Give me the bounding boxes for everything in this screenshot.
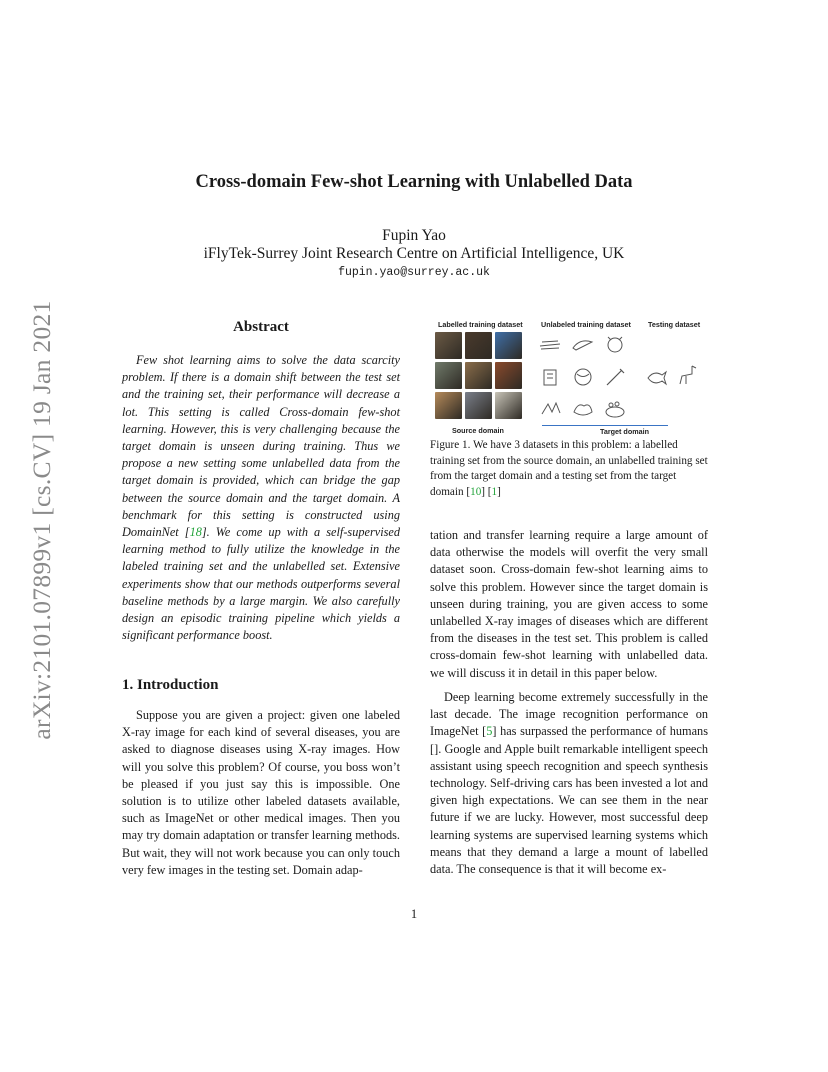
sketch-icon: [602, 333, 628, 355]
figure-1: [430, 316, 708, 436]
source-photo: [465, 392, 492, 419]
source-photo: [435, 332, 462, 359]
figure-label-target: Target domain: [600, 427, 649, 436]
sketch-icon: [602, 398, 628, 420]
figure-label-testing: Testing dataset: [648, 320, 701, 329]
body-text-part: Deep learning become extremely successfully in the last decade. The image recognition performance on ImageNet [: [430, 690, 708, 739]
sketch-icon: [602, 366, 628, 388]
source-photo: [465, 332, 492, 359]
sketch-icon: [538, 398, 564, 420]
author-affiliation: iFlyTek-Surrey Joint Research Centre on Artificial Intelligence, UK: [203, 245, 625, 262]
source-photo: [435, 362, 462, 389]
sketch-icon: [644, 366, 670, 388]
paper-title: Cross-domain Few-shot Learning with Unlabelled Data: [195, 172, 633, 192]
sketch-icon: [570, 398, 596, 420]
citation-link[interactable]: 10: [470, 485, 482, 498]
author-name: Fupin Yao: [382, 227, 446, 244]
body-text-part: ] has surpassed the performance of humans []. Google and Apple built remarkable intelligent speech assistant using speech recognition and speech synthesis technology. Self-driving cars has been invested a lot and given high expectations. We can see them in the near future if we are lucky. However, most successful deep learning systems are supervised learning systems which means that they demand a large a mount of labelled data. The consequence is that it will become ex-: [430, 724, 708, 877]
abstract-text: [122, 352, 400, 644]
citation-link[interactable]: 18: [189, 525, 202, 540]
figure-label-source: Source domain: [452, 426, 504, 435]
sketch-icon: [674, 364, 700, 386]
intro-paragraph: Suppose you are given a project: given one labeled X-ray image for each kind of several diseases, you are asked to diagnose diseases using X-ray images. How will you solve this problem? Of course, you boss won’t be pleased if you just say this is impossible. One solution is to utilize other labeled datasets available, such as ImageNet or other medical images. Then you may try domain adaptation or transfer learning methods. But wait, they will not work because you can only touch very few images in the testing set. Domain adap-: [122, 708, 400, 877]
section-heading: 1. Introduction: [122, 677, 219, 693]
figure-label-labelled: Labelled training dataset: [438, 320, 523, 329]
figure-caption: [430, 438, 708, 500]
source-photo-grid: [435, 332, 522, 419]
abstract-text-part: Few shot learning aims to solve the data scarcity problem. If there is a domain shift between the test set and the training set, their performance will decrease a lot. This setting is called Cross-domain few-shot learning. However, this is very challenging because the target domain is unseen during training. Thus we propose a new setting some unlabelled data from the target domain is provided, which can bridge the gap between the source domain and the target domain. A benchmark for this setting is constructed using DomainNet [: [122, 353, 400, 540]
citation-link[interactable]: 1: [491, 485, 498, 498]
arxiv-identifier: arXiv:2101.07899v1 [cs.CV] 19 Jan 2021: [27, 300, 56, 740]
abstract-heading: Abstract: [233, 319, 289, 335]
caption-text: ]: [497, 485, 501, 498]
target-domain-bracket: [542, 425, 668, 426]
page-number: 1: [410, 907, 418, 921]
source-photo: [465, 362, 492, 389]
source-photo: [495, 392, 522, 419]
abstract-text-part: ]. We come up with a self-supervised learning method to fully utilize the knowledge in the labeled training set and the unlabelled set. Extensive experiments show that our methods outperforms several baseline methods by a large margin. We also carefully design an episodic training pipeline which yields a significant performance boost.: [122, 525, 401, 643]
source-photo: [435, 392, 462, 419]
sketch-icon: [538, 366, 564, 388]
caption-text: Figure 1. We have 3 datasets in this problem: a labelled training set from the source domain, an unlabelled training set from the target domain and a testing set from the target domain [: [430, 439, 708, 498]
sketch-icon: [570, 366, 596, 388]
body-paragraph: [430, 689, 708, 878]
author-email: fupin.yao@surrey.ac.uk: [338, 266, 490, 279]
sketch-icon: [570, 334, 596, 356]
source-photo: [495, 332, 522, 359]
source-photo: [495, 362, 522, 389]
sketch-icon: [538, 334, 564, 356]
figure-label-unlabeled: Unlabeled training dataset: [541, 320, 631, 329]
body-paragraph: tation and transfer learning require a large amount of data otherwise the models will overfit the very small dataset soon. Cross-domain few-shot learning aims to solve this problem. However since the target domain is unseen during training, you are given access to some unlabelled X-ray images of diseases which are different from the diseases in the test set. This problem is called cross-domain few-shot learning with unlabelled data. we will discuss it in detail in this paper below.: [430, 528, 708, 680]
caption-text: ] [: [481, 485, 492, 498]
citation-link[interactable]: 5: [486, 724, 493, 739]
